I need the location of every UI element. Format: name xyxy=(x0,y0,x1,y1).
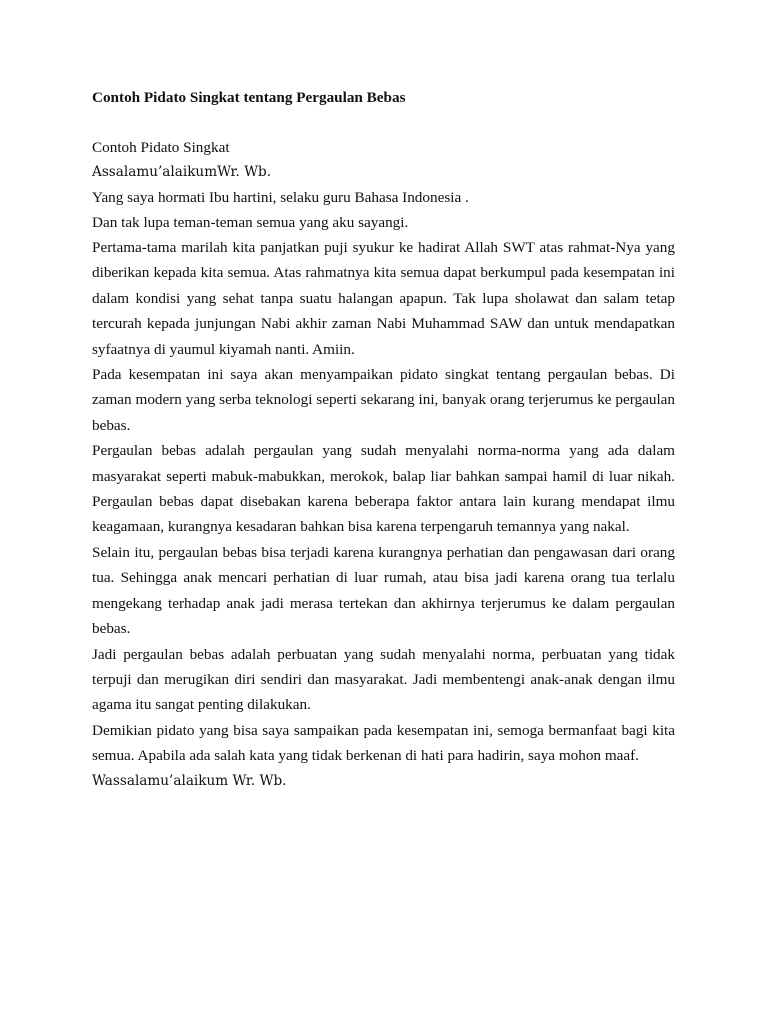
address-line-2: Dan tak lupa teman-teman semua yang aku sayangi. xyxy=(92,214,409,231)
document-subtitle: Contoh Pidato Singkat xyxy=(92,139,230,156)
paragraph-opening: Pertama-tama marilah kita panjatkan puji syukur ke hadirat Allah SWT atas rahmat-Nya yang diberikan kepada kita semua. Atas rahmatnya kita semua dapat berkumpul pada kesempatan ini dalam kondisi yang sehat tanpa suatu halangan apapun. Tak lupa sholawat dan salam tetap tercurah kepada junjungan Nabi akhir zaman Nabi Muhammad SAW dan untuk mendapatkan syfaatnya di yaumul kiyamah nanti. Amiin. xyxy=(92,239,675,358)
paragraph-causes: Selain itu, pergaulan bebas bisa terjadi karena kurangnya perhatian dan pengawasan dari orang tua. Sehingga anak mencari perhatian di luar rumah, atau bisa jadi karena orang tua terlalu mengekang terhadap anak jadi merasa tertekan dan akhirnya terjerumus ke dalam pergaulan bebas. xyxy=(92,543,675,638)
paragraph-definition: Pergaulan bebas adalah pergaulan yang sudah menyalahi norma-norma yang ada dalam masyarakat seperti mabuk-mabukkan, merokok, balap liar bahkan sampai hamil di luar nikah. Pergaulan bebas dapat disebakan karena beberapa faktor antara lain kurang mendapat ilmu keagamaan, kurangnya kesadaran bahkan bisa karena terpengaruh temannya yang nakal. xyxy=(92,442,675,536)
paragraph-topic: Pada kesempatan ini saya akan menyampaikan pidato singkat tentang pergaulan bebas. Di zaman modern yang serba teknologi seperti sekarang ini, banyak orang terjerumus ke pergaulan bebas. xyxy=(92,366,675,434)
document-page xyxy=(92,85,675,794)
paragraph-closing-remarks: Demikian pidato yang bisa saya sampaikan pada kesempatan ini, semoga bermanfaat bagi kita semua. Apabila ada salah kata yang tidak berkenan di hati para hadirin, saya mohon maaf. xyxy=(92,721,675,765)
closing-salutation: Wassalamu’alaikum Wr. Wb. xyxy=(92,772,287,789)
document-title: Contoh Pidato Singkat tentang Pergaulan Bebas xyxy=(92,89,406,106)
paragraph-conclusion: Jadi pergaulan bebas adalah perbuatan yang sudah menyalahi norma, perbuatan yang tidak terpuji dan merugikan diri sendiri dan masyarakat. Jadi membentengi anak-anak dengan ilmu agama itu sangat penting dilakukan. xyxy=(92,645,675,714)
address-line-1: Yang saya hormati Ibu hartini, selaku guru Bahasa Indonesia . xyxy=(92,189,469,206)
greeting: Assalamu’alaikumWr. Wb. xyxy=(92,164,272,180)
